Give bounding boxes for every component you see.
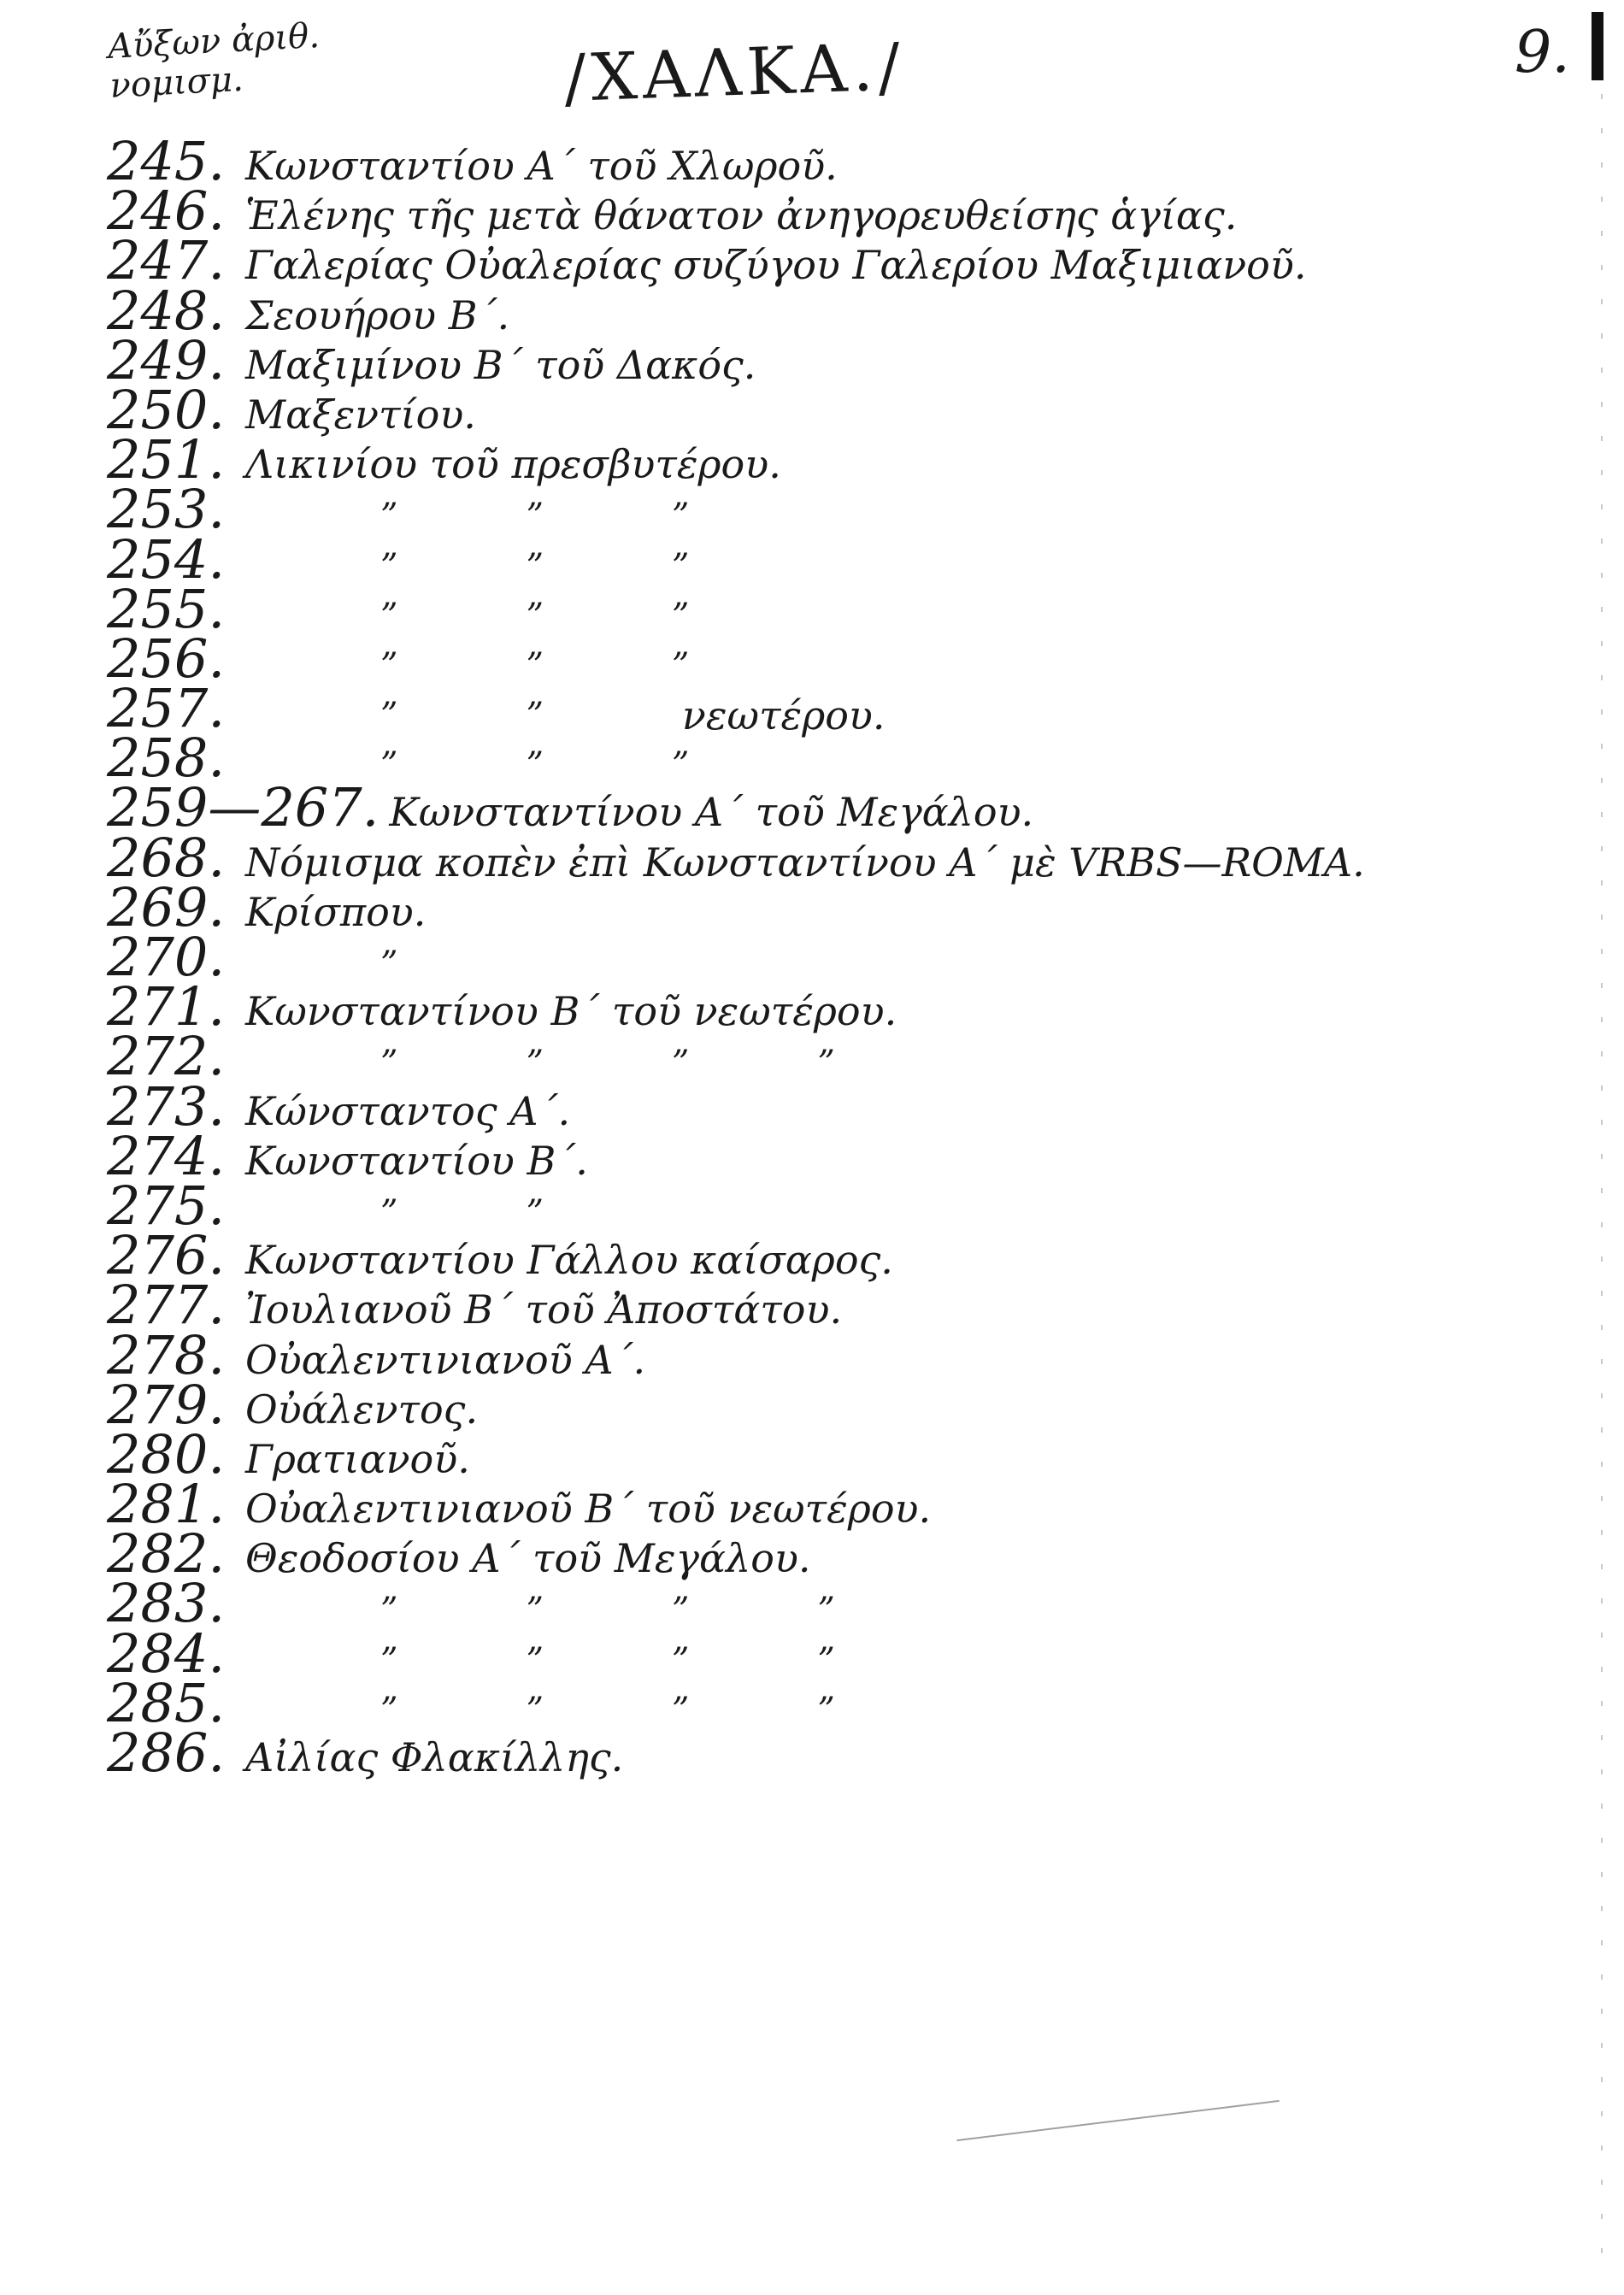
entry-text: Κωνσταντίνου Β΄ τοῦ νεωτέρου. [245, 988, 897, 1035]
entry-number: 282. [107, 1522, 226, 1586]
ditto-mark: ” [671, 1690, 690, 1730]
ditto-mark: ” [380, 1591, 398, 1631]
entry-number: 245. [107, 130, 226, 192]
entry-text: Μαξιμίνου Β΄ τοῦ Δακός. [245, 341, 756, 388]
entry-number: 277. [107, 1274, 226, 1337]
ditto-mark: ” [671, 546, 690, 586]
ditto-mark: ” [526, 1690, 544, 1730]
list-item [107, 826, 1560, 889]
list-item [107, 1274, 1560, 1337]
list-item [107, 1422, 1560, 1486]
entry-text: Αἰλίας Φλακίλλης. [245, 1734, 624, 1780]
entry-text: Κωνσταντίνου Α΄ τοῦ Μεγάλου. [389, 789, 1034, 836]
entry-number: 247. [107, 229, 226, 292]
entry-number: 276. [107, 1224, 226, 1287]
list-item [107, 179, 1560, 243]
list-item [107, 279, 1560, 342]
ditto-mark: ” [380, 745, 398, 786]
list-item [107, 627, 1560, 690]
ditto-mark: ” [380, 1640, 398, 1680]
entry-text: Κώνσταντος Α΄. [245, 1087, 571, 1134]
entry-text: Κωνσταντίου Α΄ τοῦ Χλωροῦ. [245, 143, 838, 189]
list-item [107, 1621, 1560, 1685]
ditto-mark: ” [526, 546, 544, 586]
ditto-mark: ” [380, 546, 398, 586]
list-item [107, 229, 1560, 292]
list-item [107, 1124, 1560, 1187]
list-item [107, 776, 1560, 839]
list-item [107, 1323, 1560, 1386]
entry-text: Κωνσταντίου Β΄. [245, 1137, 588, 1184]
entry-number: 256. [107, 627, 226, 690]
entry-number: 251. [107, 428, 226, 491]
list-item [107, 1721, 1560, 1784]
ditto-mark: ” [526, 1044, 544, 1084]
list-item [107, 130, 1560, 192]
entry-number: 271. [107, 975, 226, 1039]
ditto-mark: ” [817, 1591, 835, 1631]
list-item [107, 1572, 1560, 1635]
entry-number: 273. [107, 1074, 226, 1138]
corner-note-line-1: Αὔξων ἀριθ. [107, 16, 321, 67]
list-item [107, 1074, 1560, 1138]
ditto-mark: ” [380, 1690, 398, 1730]
entry-text: Κωνσταντίου Γάλλου καίσαρος. [245, 1237, 893, 1284]
entry-number: 259—267. [107, 776, 380, 839]
edge-mark [1592, 12, 1603, 80]
entry-number: 255. [107, 577, 226, 640]
ditto-mark: ” [380, 1192, 398, 1233]
entry-number: 246. [107, 179, 226, 243]
ditto-mark: ” [526, 696, 544, 736]
ditto-mark: ” [380, 645, 398, 686]
list-item [107, 1522, 1560, 1586]
entry-number: 257. [107, 677, 226, 740]
ditto-mark: ” [671, 596, 690, 636]
entry-number: 269. [107, 875, 226, 939]
ditto-mark: ” [380, 696, 398, 736]
list-item [107, 478, 1560, 541]
list-item [107, 1174, 1560, 1237]
entry-text: Οὐάλεντος. [245, 1386, 479, 1433]
ditto-mark: ” [380, 497, 398, 537]
corner-note-line-2: νομισμ. [109, 59, 244, 106]
entry-number: 258. [107, 727, 226, 790]
ditto-mark: ” [817, 1690, 835, 1730]
entry-text: Θεοδοσίου Α΄ τοῦ Μεγάλου. [245, 1535, 811, 1582]
entry-text: Λικινίου τοῦ πρεσβυτέρου. [245, 441, 781, 488]
list-item [107, 926, 1560, 988]
list-item [107, 875, 1560, 939]
ditto-mark: ” [817, 1640, 835, 1680]
entry-number: 283. [107, 1572, 226, 1635]
list-item [107, 975, 1560, 1039]
entry-number: 268. [107, 826, 226, 889]
list-item [107, 1473, 1560, 1536]
list-item [107, 428, 1560, 491]
ditto-mark: ” [380, 596, 398, 636]
list-item [107, 328, 1560, 391]
entry-text: Νόμισμα κοπὲν ἐπὶ Κωνσταντίνου Α΄ μὲ VRBS—ROMA. [245, 839, 1365, 886]
list-item [107, 577, 1560, 640]
ditto-mark: ” [671, 1640, 690, 1680]
entry-number: 278. [107, 1323, 226, 1386]
entry-number: 270. [107, 926, 226, 988]
entry-number: 281. [107, 1473, 226, 1536]
entry-text: Σεουήρου Β΄. [245, 291, 510, 338]
list-item [107, 1671, 1560, 1734]
ditto-mark: ” [671, 745, 690, 786]
entry-number: 286. [107, 1721, 226, 1784]
ditto-mark: ” [526, 596, 544, 636]
list-item [107, 527, 1560, 591]
entry-text: Γαλερίας Οὐαλερίας συζύγου Γαλερίου Μαξιμιανοῦ. [245, 242, 1307, 289]
list-item [107, 378, 1560, 441]
ditto-mark: ” [671, 1044, 690, 1084]
entry-text: Μαξεντίου. [245, 391, 476, 438]
ditto-mark: ” [671, 645, 690, 686]
ditto-mark: ” [526, 745, 544, 786]
ditto-mark: ” [526, 1192, 544, 1233]
list-item [107, 1025, 1560, 1088]
entry-number: 253. [107, 478, 226, 541]
ditto-mark: ” [671, 1591, 690, 1631]
entry-text: Γρατιανοῦ. [245, 1435, 470, 1482]
entry-list [107, 130, 1560, 1784]
list-item [107, 1373, 1560, 1436]
section-title: /ΧΑΛΚΑ./ [562, 28, 907, 116]
entry-number: 249. [107, 328, 226, 391]
ditto-mark: ” [671, 497, 690, 537]
ditto-mark: ” [380, 1044, 398, 1084]
entry-number: 274. [107, 1124, 226, 1187]
entry-number: 254. [107, 527, 226, 591]
ditto-mark: ” [526, 1640, 544, 1680]
entry-text: Κρίσπου. [245, 888, 427, 935]
entry-number: 284. [107, 1621, 226, 1685]
entry-text: Ἑλένης τῆς μετὰ θάνατον ἀνηγορευθείσης ἁγίας. [245, 192, 1238, 239]
entry-text: Οὐαλεντινιανοῦ Α΄. [245, 1336, 646, 1383]
ditto-mark: ” [526, 645, 544, 686]
entry-number: 272. [107, 1025, 226, 1088]
entry-text: Οὐαλεντινιανοῦ Β΄ τοῦ νεωτέρου. [245, 1486, 932, 1533]
entry-number: 250. [107, 378, 226, 441]
ditto-mark: ” [817, 1044, 835, 1084]
corner-note [107, 16, 322, 106]
pen-stroke [956, 2100, 1279, 2141]
ditto-mark: ” [526, 1591, 544, 1631]
entry-number: 285. [107, 1671, 226, 1734]
entry-number: 275. [107, 1174, 226, 1237]
list-item [107, 677, 1560, 740]
entry-number: 280. [107, 1422, 226, 1486]
entry-number: 248. [107, 279, 226, 342]
page-number: 9. [1515, 19, 1570, 86]
entry-number: 279. [107, 1373, 226, 1436]
entry-text: Ἰουλιανοῦ Β΄ τοῦ Ἀποστάτου. [245, 1286, 843, 1333]
ditto-mark: ” [526, 497, 544, 537]
entry-text: νεωτέρου. [681, 692, 886, 739]
edge-speckle [1601, 94, 1603, 2265]
list-item [107, 1224, 1560, 1287]
ditto-mark: ” [380, 944, 398, 984]
